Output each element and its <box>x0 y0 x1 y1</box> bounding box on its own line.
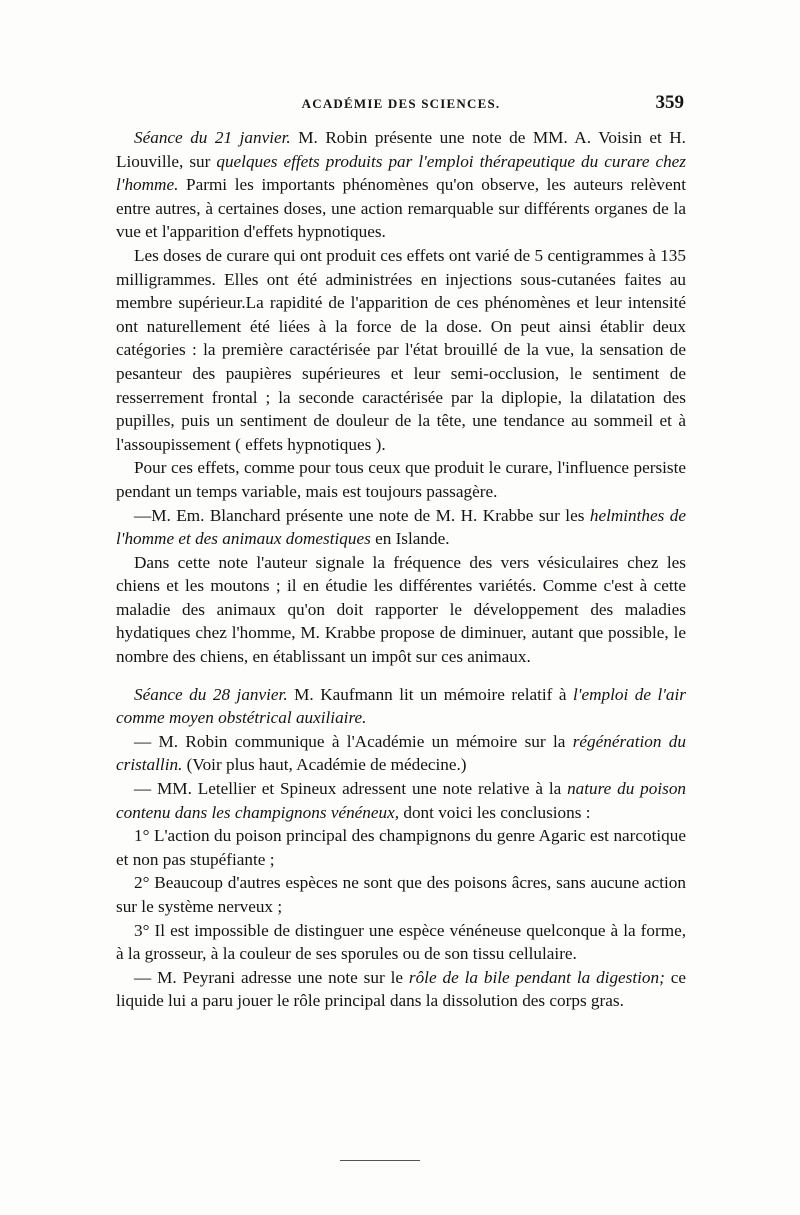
paper-title: l'emploi de l'air comme moyen obstétrical auxiliaire. <box>116 684 686 728</box>
paragraph-text: en Islande. <box>370 529 450 549</box>
paragraph-text: Parmi les importants phénomènes qu'on observe, les auteurs relèvent entre autres, à certaines doses, une action remarquable sur différents organes de la vue et l'apparition d'effets hypnotiques. <box>116 175 686 242</box>
article-body <box>116 126 686 1013</box>
session-date: Séance du 28 janvier. <box>134 684 288 704</box>
running-title: ACADÉMIE DES SCIENCES. <box>301 96 501 111</box>
paragraph-text: M. Kaufmann lit un mémoire relatif à <box>287 684 574 704</box>
paper-title: nature du poison contenu dans les champignons vénéneux, <box>116 779 687 822</box>
paragraph-blanchard <box>116 504 686 551</box>
running-header <box>116 92 686 122</box>
paragraph-seance-28-janvier <box>116 683 686 730</box>
conclusion-3: 3° Il est impossible de distinguer une espèce vénéneuse quelconque à la forme, à la grosseur, à la couleur de ses sporules ou de son tissu cellulaire. <box>116 920 686 964</box>
paragraph-peyrani <box>116 966 686 1013</box>
closing-rule <box>340 1160 420 1161</box>
conclusion-2: 2° Beaucoup d'autres espèces ne sont que des poisons âcres, sans aucune action sur le système nerveux ; <box>116 873 686 916</box>
paragraph-robin <box>116 730 686 777</box>
paragraph-text: —M. Em. Blanchard présente une note de M. H. Krabbe sur les <box>134 505 590 525</box>
paragraph-text: M. Robin présente une note de MM. A. Voisin et H. Liouville, sur <box>116 128 686 171</box>
paper-title: quelques effets produits par l'emploi thérapeutique du curare chez l'homme. <box>116 151 686 195</box>
session-date: Séance du 21 janvier. <box>134 128 291 147</box>
paper-title: rôle de la bile pendant la digestion; <box>408 967 665 987</box>
paper-title: helminthes de l'homme et des animaux domestiques <box>116 505 686 549</box>
paragraph-influence: Pour ces effets, comme pour tous ceux que produit le curare, l'influence persiste pendant un temps variable, mais est toujours passagère. <box>116 458 686 501</box>
paragraph-letellier <box>116 777 686 824</box>
page-number: 359 <box>655 92 684 113</box>
paragraph-krabbe: Dans cette note l'auteur signale la fréquence des vers vésiculaires chez les chiens et les moutons ; il en étudie les différentes variétés. Comme c'est à cette maladie des animaux qu'on doit rapporter le développement des maladies hydatiques chez l'homme, M. Krabbe propose de diminuer, autant que possible, le nombre des chiens, en établissant un impôt sur ces animaux. <box>116 552 686 667</box>
paper-title: régénération du cristallin. <box>116 731 686 775</box>
paragraph-text: — M. Peyrani adresse une note sur le <box>134 967 409 987</box>
conclusion-1: 1° L'action du poison principal des champignons du genre Agaric est narcotique et non pas stupéfiante ; <box>116 826 686 869</box>
paragraph-text: — MM. Letellier et Spineux adressent une note relative à la <box>134 779 568 799</box>
paragraph-text: (Voir plus haut, Académie de médecine.) <box>182 755 467 775</box>
paragraph-doses: Les doses de curare qui ont produit ces effets ont varié de 5 centigrammes à 135 milligrammes. Elles ont été administrées en injections sous-cutanées faites au membre supérieur.La rapidité de l'apparition de ces phénomènes et leur intensité ont naturellement été liées à la force de la dose. On peut ainsi établir deux catégories : la première caractérisée par l'état brouillé de la vue, la sensation de pesanteur des paupières supérieures et leur semi-occlusion, le sentiment de resserrement frontal ; la seconde caractérisée par la diplopie, la dilatation des pupilles, puis un sentiment de douleur de la tête, une tendance au sommeil et à l'assoupissement ( effets hypnotiques ). <box>116 245 686 454</box>
paragraph-text: — M. Robin communique à l'Académie un mémoire sur la <box>134 731 573 751</box>
paragraph-text: ce liquide lui a paru jouer le rôle principal dans la dissolution des corps gras. <box>116 967 687 1011</box>
paragraph-text: dont voici les conclusions : <box>399 802 591 822</box>
paragraph-seance-21-janvier <box>116 126 686 244</box>
